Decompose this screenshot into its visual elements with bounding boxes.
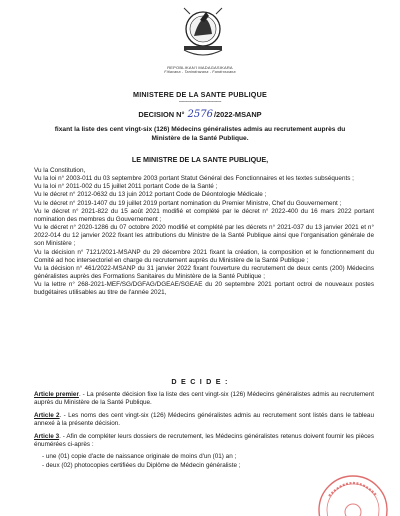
list-item: - deux (02) photocopies certifiées du Diplôme de Médecin généraliste ; — [42, 461, 241, 469]
article-3 — [34, 433, 374, 449]
madagascar-emblem-icon — [180, 6, 226, 64]
republic-header — [150, 65, 250, 75]
consideration-item: Vu le décret n° 2012-0632 du 13 juin 2012 portant Code de Déontologie Médicale ; — [34, 191, 267, 199]
consideration-item: Vu la loi n° 2003-011 du 03 septembre 2003 portant Statut Général des Fonctionnaires et les textes subséquents ; — [34, 175, 354, 183]
consideration-item: Vu la Constitution, — [34, 167, 86, 174]
republic-name: REPOBLIKAN'I MADAGASIKARA — [167, 65, 233, 70]
considerations-list — [34, 167, 374, 298]
consideration-item: Vu la décision n° 461/2022-MSANP du 31 janvier 2022 fixant l'ouverture du recrutement de deux cents (200) Médecins généralistes auprès des Formations Sanitaires du Ministère de la Santé Publique ; — [34, 264, 374, 281]
consideration-item: Vu la loi n° 2011-002 du 15 juillet 2011 portant Code de la Santé ; — [34, 183, 218, 191]
republic-motto: Fitiavana - Tanindrazana - Fandrosoana — [164, 70, 236, 74]
article-label: Article 2 — [34, 411, 60, 419]
ministry-title: MINISTERE DE LA SANTE PUBLIQUE — [133, 90, 267, 99]
article-text: . - La présente décision fixe la liste des cent vingt-six (126) Médecins généralistes admis au recrutement auprès du Ministère de la Santé Publique. — [34, 391, 374, 407]
decision-subject: fixant la liste des cent vingt-six (126) Médecins généralistes admis au recrutement auprès du Ministère de la Santé Publique. — [54, 126, 346, 142]
article-text: . - Les noms des cent vingt-six (126) Médecins généralistes admis au recrutement sont listés dans le tableau annexé à la présente décision. — [34, 411, 374, 427]
articles-section — [34, 391, 374, 470]
consideration-item: Vu le décret n° 2021-822 du 15 août 2021 modifié et complété par le décret n° 2022-400 du 16 mars 2022 portant nomination des membres du Gouvernement ; — [34, 207, 374, 223]
article-label: Article 3 — [34, 432, 60, 440]
decide-heading: D E C I D E : — [171, 377, 229, 386]
decision-number-line — [0, 109, 400, 120]
consideration-item: Vu le décret n° 2020-1286 du 07 octobre 2020 modifié et complété par les décrets n° 2021-037 du 13 janvier 2021 et n° 2022-014 du 12 janvier 2022 fixant les attributions du Ministre de la Santé Publique ainsi que l'organisation générale de son Ministère ; — [34, 224, 374, 248]
decision-suffix: /2022-MSANP — [213, 110, 262, 119]
separator-line: ------------------------------- — [178, 99, 222, 105]
article-premier — [34, 391, 374, 407]
decision-prefix: DECISION N° — [138, 110, 185, 119]
list-item: - une (01) copie d'acte de naissance originale de moins d'un (01) an ; — [42, 453, 237, 461]
consideration-item: Vu la lettre n° 268-2021-MEF/SG/DGFAG/DGEAE/SGEAE du 20 septembre 2021 portant octroi de nouveaux postes budgétaires utilisables au titre de l'année 2021, — [34, 281, 374, 297]
article-label: Article premier — [34, 391, 79, 398]
handwritten-decision-number: 2576 — [187, 109, 213, 120]
consideration-item: Vu la décision n° 7121/2021-MSANP du 29 décembre 2021 fixant la création, la composition et le fonctionnement du Comité ad hoc intersectoriel en charge du recrutement auprès du Ministère de la Santé Publique ; — [34, 248, 374, 264]
consideration-item: Vu le décret n° 2019-1407 du 19 juillet 2019 portant nomination du Premier Ministre, Chef du Gouvernement ; — [34, 199, 342, 207]
minister-heading: LE MINISTRE DE LA SANTE PUBLIQUE, — [131, 155, 269, 164]
official-stamp-icon — [303, 466, 389, 516]
article-text: . - Afin de compléter leurs dossiers de recrutement, les Médecins généralistes retenus doivent fournir les pièces énumérées ci-après : — [34, 432, 374, 448]
article-2 — [34, 412, 374, 428]
